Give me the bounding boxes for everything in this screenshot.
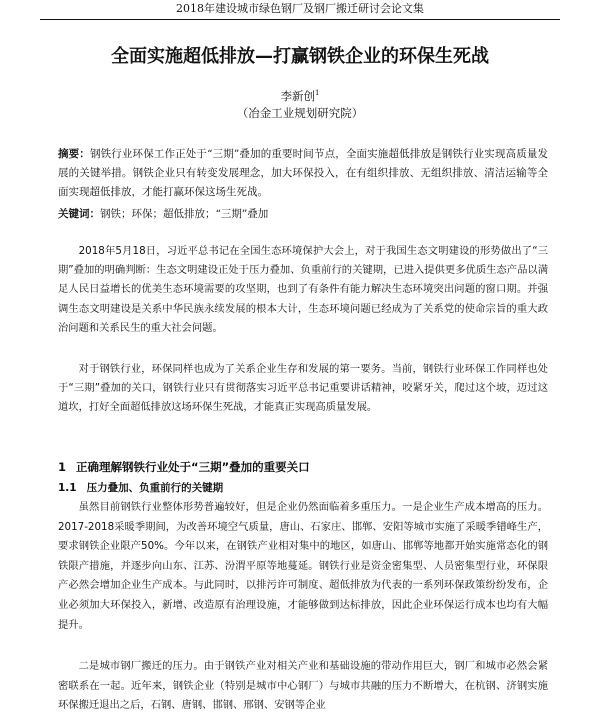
running-head: 2018年建设城市绿色钢厂及钢厂搬迁研讨会论文集	[176, 2, 424, 15]
paper-title: 全面实施超低排放—打赢钢铁企业的环保生死战	[111, 46, 489, 67]
author-footnote-mark: 1	[315, 89, 320, 97]
section-number: 1	[58, 460, 67, 474]
header-rule	[40, 19, 560, 20]
abstract-text: 钢铁行业环保工作正处于“三期”叠加的重要时间节点，全面实施超低排放是钢铁行业实现高质量发展的关键举措。钢铁企业只有转变发展理念，加大环保投入，在有组织排放、无组织排放、清洁运输等全面实现超低排放，才能打赢环保这场生死战。	[58, 148, 549, 198]
keywords-text: 钢铁；环保；超低排放；“三期”叠加	[100, 208, 269, 220]
section-heading-1	[58, 459, 548, 475]
subsection-number: 1.1	[58, 482, 77, 494]
author-name: 李新创	[280, 88, 316, 103]
paragraph-1-1-b: 二是城市钢厂搬迁的压力。由于钢铁产业对相关产业和基础设施的带动作用巨大，钢厂和城市必然会紧密联系在一起。近年来，钢铁企业（特别是城市中心钢厂）与城市共融的压力不断增大，在杭钢、济钢实施环保搬迁退出之后，石钢、唐钢、邯钢、邢钢、安钢等企业	[58, 660, 548, 712]
paragraph-1-1-a: 虽然目前钢铁行业整体形势普遍较好，但是企业仍然面临着多重压力。一是企业生产成本增高的压力。2017-2018采暖季期间，为改善环境空气质量，唐山、石家庄、邯郸、安阳等城市实施了采暖季错峰生产，要求钢铁企业限产50%。今年以来，在钢铁产业相对集中的地区，如唐山、邯郸等地都开始实施常态化的钢铁限产措施，并逐步向山东、江苏、汾渭平原等地蔓延。钢铁行业是资金密集型、人员密集型行业，环保限产必然会增加企业生产成本。与此同时，以排污许可制度、超低排放为代表的一系列环保政策纷纷发布，企业必须加大环保投入，新增、改造原有治理设施，才能够做到达标排放，因此企业环保运行成本也均有大幅提升。	[58, 501, 548, 631]
paragraph-intro-2: 对于钢铁行业，环保同样也成为了关系企业生存和发展的第一要务。当前，钢铁行业环保工作同样也处于“三期”叠加的关口，钢铁行业只有贯彻落实习近平总书记重要讲话精神，咬紧牙关，爬过这个坡，迈过这道坎，打好全面超低排放这场环保生死战，才能真正实现高质量发展。	[58, 363, 548, 414]
paragraph-intro-1: 2018年5月18日，习近平总书记在全国生态环境保护大会上，对于我国生态文明建设的形势做出了“三期”叠加的明确判断：生态文明建设正处于压力叠加、负重前行的关键期，已进入提供更多优质生态产品以满足人民日益增长的优美生态环境需要的攻坚期，也到了有条件有能力解决生态环境突出问题的窗口期。并强调生态文明建设是关系中华民族永续发展的根本大计，生态环境问题已经成为了关系党的使命宗旨的重大政治问题和关系民生的重大社会问题。	[58, 245, 548, 334]
subsection-title: 压力叠加、负重前行的关键期	[86, 482, 224, 494]
abstract-label: 摘要：	[58, 148, 90, 160]
affiliation: （冶金工业规划研究院）	[236, 106, 364, 120]
keywords-label: 关键词：	[58, 208, 100, 220]
author-line	[0, 86, 600, 103]
abstract	[58, 145, 548, 202]
keywords	[58, 205, 548, 223]
subsection-heading-1-1	[58, 481, 548, 495]
section-title: 正确理解钢铁行业处于“三期”叠加的重要关口	[76, 460, 310, 474]
